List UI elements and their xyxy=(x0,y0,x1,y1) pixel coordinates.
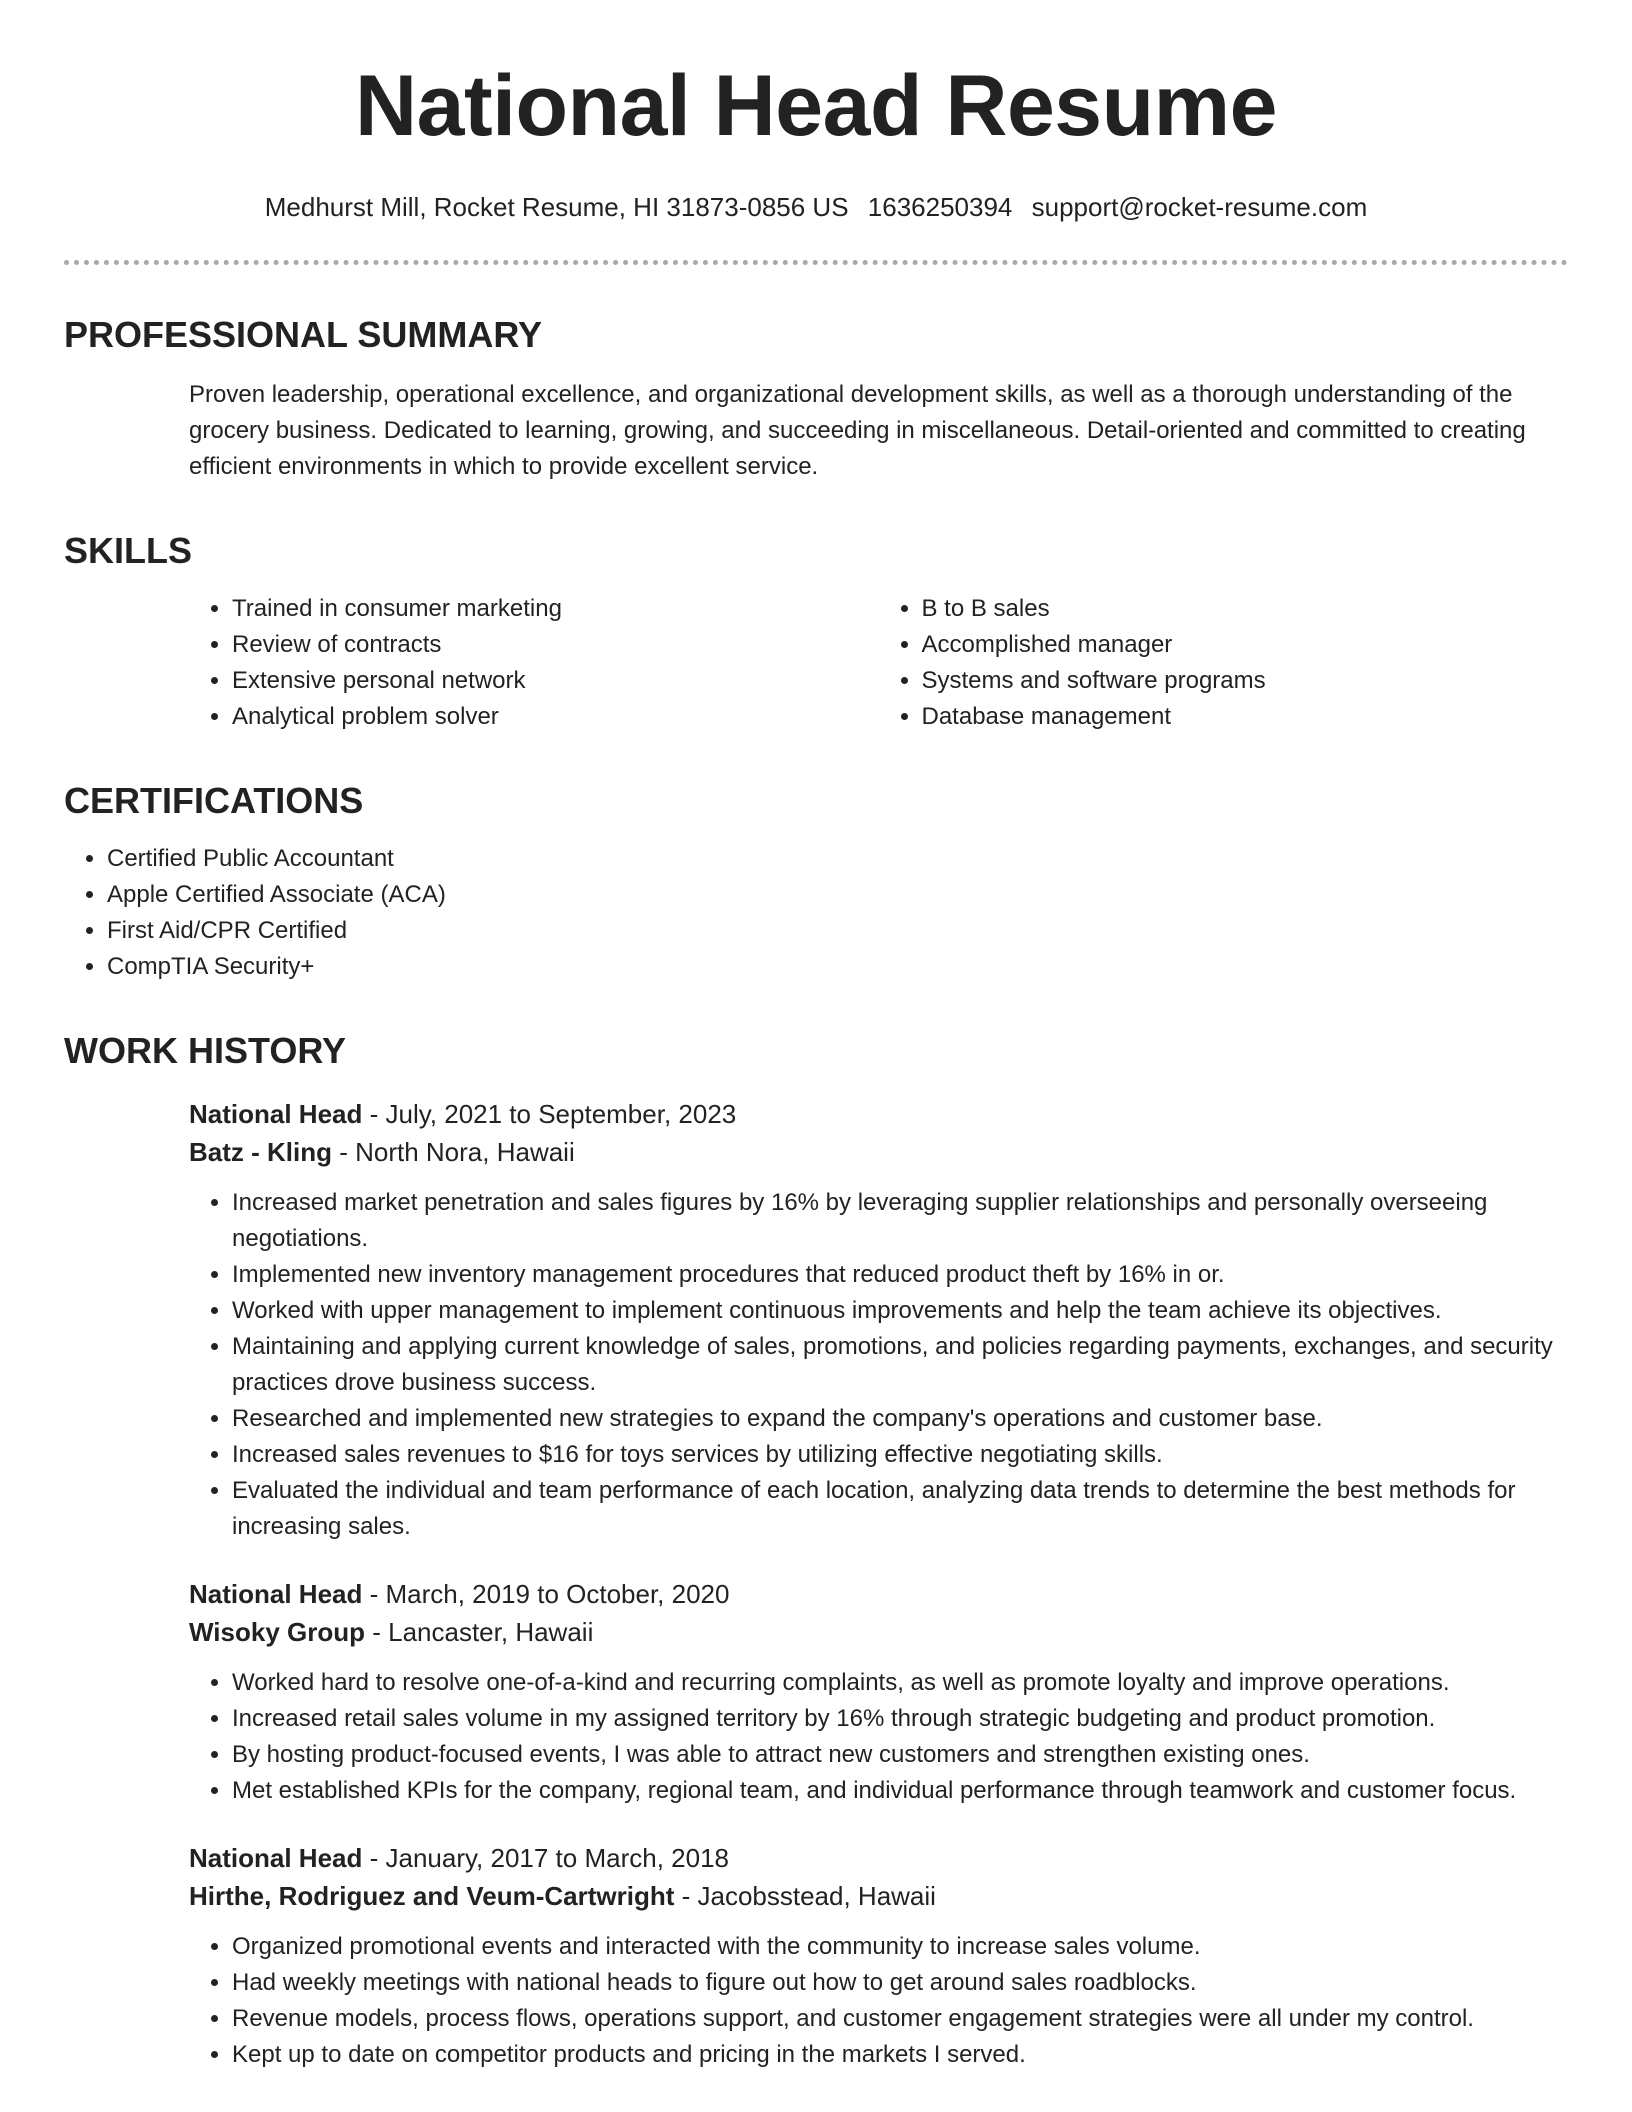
job-bullet: • Kept up to date on competitor products and pricing in the markets I served. xyxy=(232,2037,1568,2073)
job-bullet: • Increased sales revenues to $16 for toys services by utilizing effective negotiating skills. xyxy=(232,1437,1568,1473)
skills-list-right xyxy=(879,591,1569,735)
job-bullets xyxy=(189,1185,1568,1545)
job-title-line xyxy=(189,1095,1568,1133)
job-bullet: • Maintaining and applying current knowledge of sales, promotions, and policies regarding payments, exchanges, and security practices drove business success. xyxy=(232,1329,1568,1401)
certification-item: • CompTIA Security+ xyxy=(107,949,1568,985)
job-location: - North Nora, Hawaii xyxy=(332,1137,575,1167)
summary-text: Proven leadership, operational excellence, and organizational development skills, as well as a thorough understanding of the grocery business. Dedicated to learning, growing, and succeeding in miscellaneous. Detail-oriented and committed to creating efficient environments in which to provide excellent service. xyxy=(189,381,1526,480)
certifications-heading: CERTIFICATIONS xyxy=(64,780,364,821)
resume-title: National Head Resume xyxy=(355,58,1277,154)
work-history-heading: WORK HISTORY xyxy=(64,1030,347,1071)
job-bullets xyxy=(189,1929,1568,2073)
job-bullet: • Worked hard to resolve one-of-a-kind and recurring complaints, as well as promote loyalty and improve operations. xyxy=(232,1665,1568,1701)
job-bullet: • Increased retail sales volume in my assigned territory by 16% through strategic budgeting and product promotion. xyxy=(232,1701,1568,1737)
job-title-line xyxy=(189,1839,1568,1877)
job-title: National Head xyxy=(189,1579,363,1609)
certification-item: • Certified Public Accountant xyxy=(107,841,1568,877)
work-history-section xyxy=(64,1029,1568,2073)
skill-item: • Review of contracts xyxy=(232,627,879,663)
contact-phone: 1636250394 xyxy=(867,192,1013,222)
job-bullet: • Met established KPIs for the company, regional team, and individual performance through teamwork and customer focus. xyxy=(232,1773,1568,1809)
resume-page xyxy=(64,0,1568,2073)
skills-list-left xyxy=(189,591,879,735)
job-bullet: • Worked with upper management to implement continuous improvements and help the team achieve its objectives. xyxy=(232,1293,1568,1329)
job-location: - Lancaster, Hawaii xyxy=(365,1617,594,1647)
skills-heading: SKILLS xyxy=(64,530,193,571)
contact-email: support@rocket-resume.com xyxy=(1031,192,1368,222)
certifications-list xyxy=(64,841,1568,985)
skills-grid xyxy=(189,591,1568,735)
job-company-line xyxy=(189,1613,1568,1651)
certifications-section xyxy=(64,779,1568,985)
job-dates: - March, 2019 to October, 2020 xyxy=(362,1579,730,1609)
job-bullet: • Had weekly meetings with national heads to figure out how to get around sales roadblocks. xyxy=(232,1965,1568,2001)
skill-item: • Systems and software programs xyxy=(922,663,1569,699)
job-title: National Head xyxy=(189,1099,363,1129)
summary-section xyxy=(64,313,1568,485)
job-bullet: • Revenue models, process flows, operations support, and customer engagement strategies were all under my control. xyxy=(232,2001,1568,2037)
job-entry xyxy=(189,1839,1568,2073)
job-bullet: • By hosting product-focused events, I was able to attract new customers and strengthen existing ones. xyxy=(232,1737,1568,1773)
job-bullet: • Researched and implemented new strategies to expand the company's operations and customer base. xyxy=(232,1401,1568,1437)
job-bullet: • Increased market penetration and sales figures by 16% by leveraging supplier relationships and personally overseeing negotiations. xyxy=(232,1185,1568,1257)
job-bullet: • Evaluated the individual and team performance of each location, analyzing data trends to determine the best methods for increasing sales. xyxy=(232,1473,1568,1545)
skill-item: • B to B sales xyxy=(922,591,1569,627)
skill-item: • Database management xyxy=(922,699,1569,735)
job-company: Wisoky Group xyxy=(189,1617,366,1647)
job-company: Batz - Kling xyxy=(189,1137,332,1167)
job-location: - Jacobsstead, Hawaii xyxy=(674,1881,936,1911)
job-bullet: • Implemented new inventory management procedures that reduced product theft by 16% in or. xyxy=(232,1257,1568,1293)
skill-item: • Extensive personal network xyxy=(232,663,879,699)
job-company-line xyxy=(189,1877,1568,1915)
header-divider xyxy=(64,260,1568,265)
skills-section xyxy=(64,529,1568,735)
job-entry xyxy=(189,1095,1568,1545)
certification-item: • Apple Certified Associate (ACA) xyxy=(107,877,1568,913)
skill-item: • Analytical problem solver xyxy=(232,699,879,735)
job-dates: - January, 2017 to March, 2018 xyxy=(362,1843,729,1873)
job-title-line xyxy=(189,1575,1568,1613)
skill-item: • Trained in consumer marketing xyxy=(232,591,879,627)
job-company: Hirthe, Rodriguez and Veum-Cartwright xyxy=(189,1881,675,1911)
certification-item: • First Aid/CPR Certified xyxy=(107,913,1568,949)
job-company-line xyxy=(189,1133,1568,1171)
summary-heading: PROFESSIONAL SUMMARY xyxy=(64,314,543,355)
job-title: National Head xyxy=(189,1843,363,1873)
contact-line xyxy=(64,190,1568,224)
job-bullet: • Organized promotional events and interacted with the community to increase sales volume. xyxy=(232,1929,1568,1965)
contact-address: Medhurst Mill, Rocket Resume, HI 31873-0856 US xyxy=(264,192,849,222)
job-entry xyxy=(189,1575,1568,1809)
job-bullets xyxy=(189,1665,1568,1809)
job-dates: - July, 2021 to September, 2023 xyxy=(362,1099,737,1129)
skill-item: • Accomplished manager xyxy=(922,627,1569,663)
